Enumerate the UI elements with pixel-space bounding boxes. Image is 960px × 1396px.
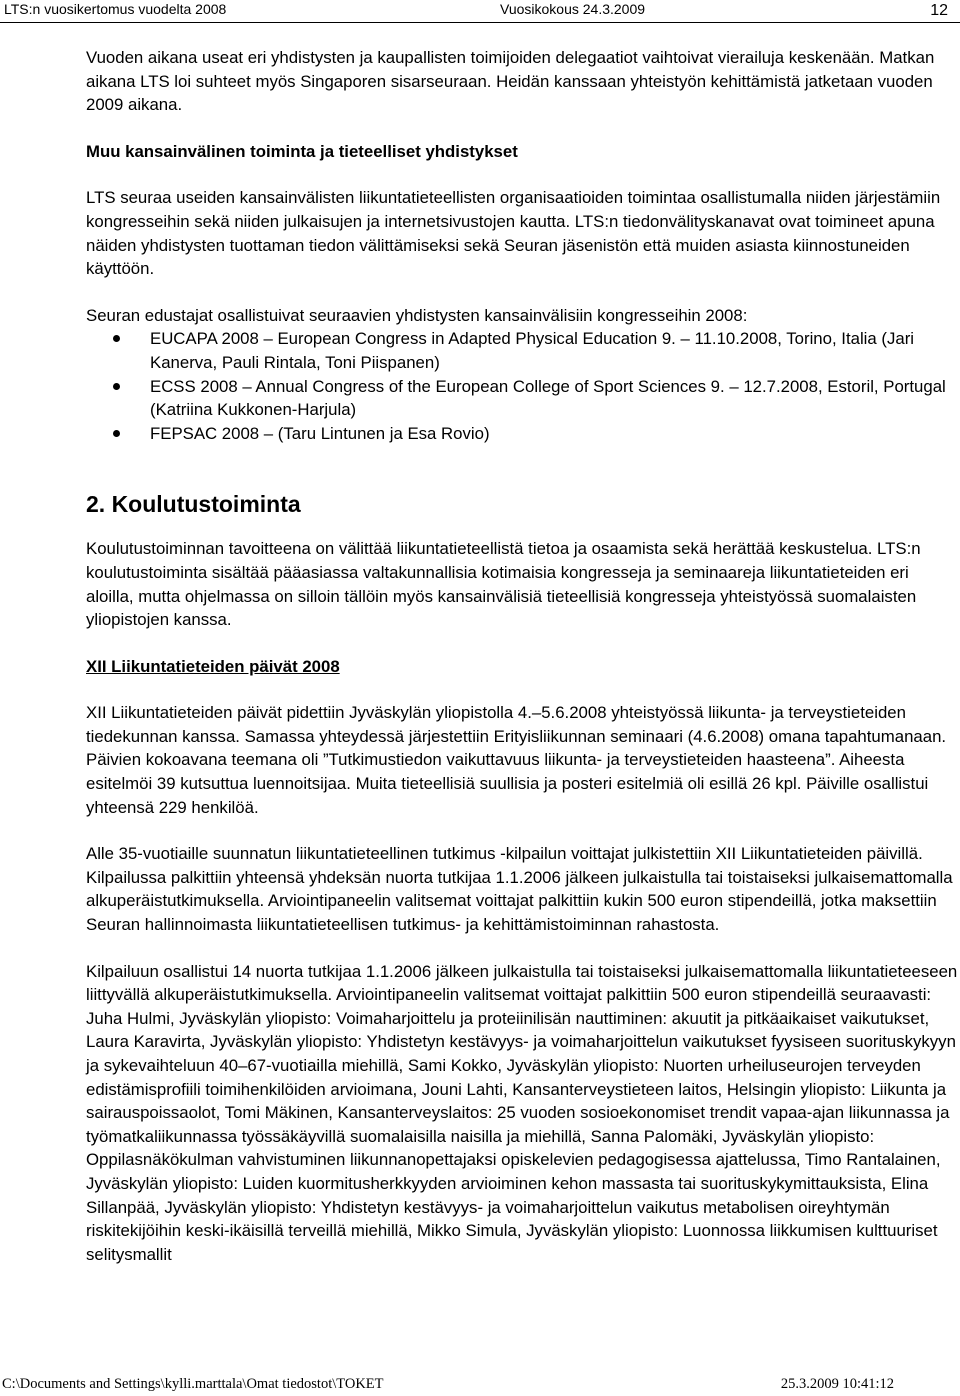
list-item xyxy=(86,327,958,374)
list-item-text: EUCAPA 2008 – European Congress in Adapted Physical Education 9. – 11.10.2008, Torino, Italia (Jari Kanerva, Pauli Rintala, Toni Piispanen) xyxy=(150,329,915,372)
paragraph-organisations: LTS seuraa useiden kansainvälisten liikuntatieteellisten organisaatioiden toimintaa osallistumalla niiden järjestämiin kongresseihin sekä niiden julkaisujen ja internetsivustojen kautta. LTS:n tiedonvälityskanavat ovat toimineet apuna näiden yhdistysten tuottaman tiedon välittämiseksi sekä Seuran jäsenistön että muiden asiasta kiinnostuneiden käyttöön. xyxy=(86,188,941,279)
bullet-icon xyxy=(113,383,120,390)
congress-list xyxy=(86,327,958,445)
header-meeting-date: Vuosikokous 24.3.2009 xyxy=(500,1,646,17)
page-header xyxy=(0,0,960,22)
page-content xyxy=(86,46,958,1266)
bullet-icon xyxy=(113,335,120,342)
subsection-heading-science-days: XII Liikuntatieteiden päivät 2008 xyxy=(86,656,340,676)
bullet-icon xyxy=(113,430,120,437)
list-item xyxy=(86,375,958,422)
list-item-text: ECSS 2008 – Annual Congress of the European College of Sport Sciences 9. – 12.7.2008, Estoril, Portugal (Katriina Kukkonen-Harjula) xyxy=(150,376,946,420)
list-item xyxy=(86,422,958,446)
paragraph-congresses-intro: Seuran edustajat osallistuivat seuraavien yhdistysten kansainvälisiin kongresseihin 2008: xyxy=(86,305,748,325)
header-document-title: LTS:n vuosikertomus vuodelta 2008 xyxy=(4,1,227,17)
paragraph-winners: Kilpailuun osallistui 14 nuorta tutkijaa 1.1.2006 jälkeen julkaistulla tai toistaiseksi julkaisemattomalla liikuntatieteeseen liittyvällä alkuperäistutkimuksella. Arviointipaneelin valitsemat voittajat palkittiin 500 euron stipendeillä seuraavasti: Juha Hulmi, Jyväskylän yliopisto: Voimaharjoittelu ja proteiinilisän nauttiminen: akuutit ja pitkäaikaiset vaikutukset, Laura Karavirta, Jyväskylän yliopisto: Yhdistetyn kestävyys- ja voimaharjoittelun vaikutukset fyysiseen suorituskykyyn ja sykevaihteluun 40–67-vuotiailla miehillä, Sami Kokko, Jyväskylän yliopisto: Nuorten urheiluseurojen terveyden edistämisprofiili toimihenkilöiden arvioimana, Jouni Lahti, Kansanterveystieteen laitos, Helsingin yliopisto: Liikunta ja sairauspoissaolot, Tomi Mäkinen, Kansanterveyslaitos: 25 vuoden sosioekonomiset trendit vapaa-ajan liikunnassa ja työmatkaliikunnassa työssäkäyvillä suomalaisilla naisilla ja miehillä, Sanna Palomäki, Jyväskylän yliopisto: Oppilasnäkökulman vahvistuminen liikunnanopettajaksi opiskelevien pedagogisessa ajattelussa, Timo Rantalainen, Jyväskylän yliopisto: Luiden kuormitusherkkyyden arvioiminen kehon massasta tai suorituskykymittauksista, Elina Sillanpää, Jyväskylän yliopisto: Yhdistetyn kestävyys- ja voimaharjoittelun vaikutus metabolisen oireyhtymän riskitekijöihin keski-ikäisillä terveillä miehillä, Mikko Simula, Jyväskylän yliopisto: Luonnossa liikkumisen kulttuuriset selitysmallit xyxy=(86,961,958,1264)
section-heading-education: 2. Koulutustoiminta xyxy=(86,491,301,518)
footer-timestamp: 25.3.2009 10:41:12 xyxy=(780,1376,894,1392)
page-number: 12 xyxy=(930,2,948,19)
list-item-text: FEPSAC 2008 – (Taru Lintunen ja Esa Rovio) xyxy=(150,423,490,443)
footer-file-path: C:\Documents and Settings\kylli.marttala\Omat tiedostot\TOKET xyxy=(2,1376,384,1392)
page-footer xyxy=(0,1374,960,1396)
paragraph-science-days: XII Liikuntatieteiden päivät pidettiin Jyväskylän yliopistolla 4.–5.6.2008 yhteistyössä liikunta- ja terveystieteiden tiedekunnan kanssa. Samassa yhteydessä järjestettiin Erityisliikunnan seminaari (4.6.2008) omana tapahtumanaan. Päivien kokoavana teemana oli ”Tutkimustiedon vaikuttavuus liikunta- ja terveystieteiden haasteena”. Aiheesta esitelmöi 39 kutsuttua luennoitsijaa. Muita tieteellisiä suullisia ja posteri esitelmiä oli esillä 26 kpl. Päiville osallistui yhteensä 229 henkilöä. xyxy=(86,703,947,817)
intro-paragraph: Vuoden aikana useat eri yhdistysten ja kaupallisten toimijoiden delegaatiot vaihtoivat vierailuja keskenään. Matkan aikana LTS loi suhteet myös Singaporen sisarseuraan. Heidän kanssaan yhteistyön kehittämistä jatketaan vuoden 2009 aikana. xyxy=(86,48,935,115)
paragraph-education: Koulutustoiminnan tavoitteena on välittää liikuntatieteellistä tietoa ja osaamista sekä herättää keskustelua. LTS:n koulutustoiminta sisältää pääasiassa valtakunnallisia kotimaisia kongresseja ja seminaareja liikuntatieteiden eri aloilla, mutta ohjelmassa on silloin tällöin myös kansainvälisiä tieteellisiä kongresseja yhteistyössä suomalaisten yliopistojen kanssa. xyxy=(86,539,921,630)
header-divider xyxy=(0,22,960,23)
paragraph-competition: Alle 35-vuotiaille suunnatun liikuntatieteellinen tutkimus -kilpailun voittajat julkistettiin XII Liikuntatieteiden päivillä. Kilpailussa palkittiin yhteensä yhdeksän nuorta tutkijaa 1.1.2006 jälkeen julkaistulla tai toistaiseksi julkaisemattomalla alkuperäistutkimuksella. Arviointipaneelin valitsemat voittajat palkittiin kukin 500 euron stipendeillä, jotka maksettiin Seuran hallinnoimasta liikuntatieteellisen tutkimus- ja kehittämistoiminnan rahastosta. xyxy=(86,844,953,935)
subheading-international: Muu kansainvälinen toiminta ja tieteelliset yhdistykset xyxy=(86,141,518,161)
